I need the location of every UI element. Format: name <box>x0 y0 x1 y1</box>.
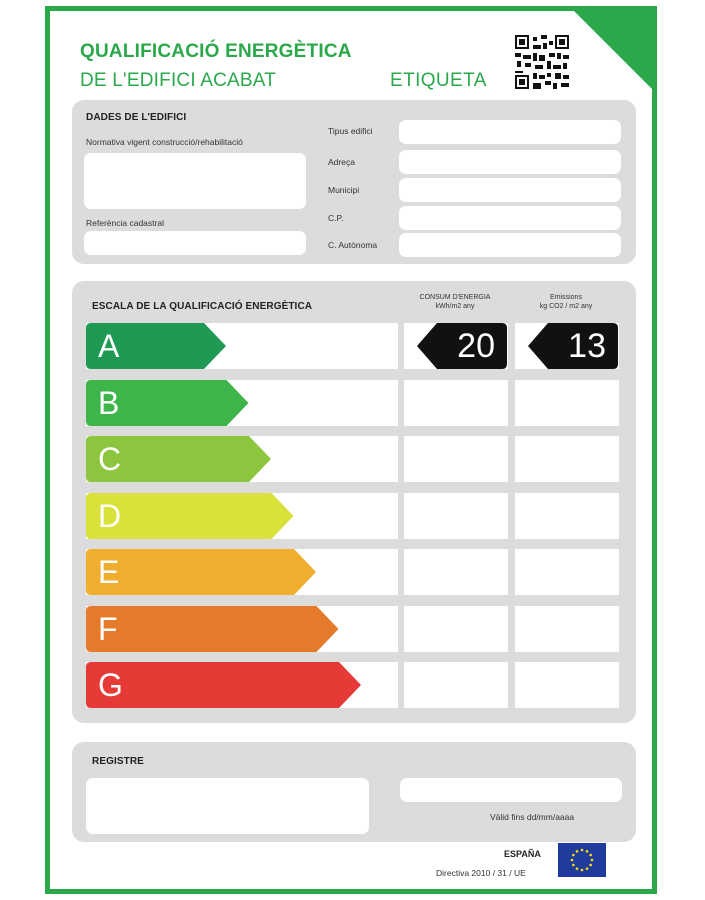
postal-code-label: C.P. <box>328 213 344 223</box>
label-title: ETIQUETA <box>390 70 487 91</box>
consumption-cell <box>404 549 508 595</box>
consumption-badge-value: 20 <box>457 327 495 365</box>
valid-until-label: Vàlid fins dd/mm/aaaa <box>490 812 575 822</box>
scale-title: ESCALA DE LA QUALIFICACIÓ ENERGÈTICA <box>92 301 313 312</box>
register-panel <box>72 742 636 842</box>
eu-star <box>572 854 575 857</box>
directive-label: Directiva 2010 / 31 / UE <box>436 868 526 878</box>
validity-field[interactable] <box>400 778 622 802</box>
municipality-label: Municipi <box>328 185 360 195</box>
grade-letter: C <box>98 441 122 477</box>
eu-flag-icon <box>558 843 606 877</box>
grade-arrow-b <box>86 380 249 426</box>
grade-arrow-g <box>86 662 361 708</box>
consumption-cell <box>404 662 508 708</box>
rating-scale-panel <box>72 281 636 723</box>
grade-arrow-d <box>86 493 294 539</box>
grade-letter: D <box>98 497 122 534</box>
region-label: C. Autònoma <box>328 240 378 250</box>
emissions-cell <box>515 662 619 708</box>
emissions-badge <box>528 323 618 369</box>
title-line-1: QUALIFICACIÓ ENERGÈTICA <box>80 41 352 62</box>
emissions-header: Emissions kg CO2 / m2 any <box>539 294 593 310</box>
building-type-label: Tipus edifici <box>328 126 373 136</box>
qr-code-icon <box>515 35 569 89</box>
regulation-field[interactable] <box>84 153 306 209</box>
register-field[interactable] <box>86 778 369 834</box>
grade-arrow-c <box>86 436 271 482</box>
consumption-badge <box>417 323 507 369</box>
region-field[interactable] <box>399 233 621 257</box>
eu-star <box>581 869 584 872</box>
grade-letter: A <box>98 328 120 364</box>
eu-star <box>586 850 589 853</box>
building-type-field[interactable] <box>399 120 621 144</box>
eu-star <box>589 854 592 857</box>
emissions-badge-value: 13 <box>568 327 606 365</box>
building-data-panel <box>72 100 636 264</box>
postal-code-field[interactable] <box>399 206 621 230</box>
consumption-header: CONSUM D'ENERGIA kWh/m2 any <box>419 294 491 310</box>
energy-label-card <box>45 6 657 894</box>
grade-letter: E <box>98 554 120 590</box>
grade-arrow-e <box>86 549 316 595</box>
emissions-cell <box>515 436 619 482</box>
municipality-field[interactable] <box>399 178 621 202</box>
eu-star <box>576 850 579 853</box>
eu-star <box>589 864 592 867</box>
building-data-title: DADES DE L'EDIFICI <box>86 112 187 123</box>
cadastral-label: Referència cadastral <box>86 218 164 228</box>
consumption-cell <box>404 493 508 539</box>
grade-arrow-a <box>86 323 226 369</box>
title-line-2: DE L'EDIFICI ACABAT <box>80 70 277 91</box>
emissions-cell <box>515 549 619 595</box>
eu-star <box>572 864 575 867</box>
regulation-label: Normativa vigent construcció/rehabilitació <box>86 137 243 147</box>
emissions-cell <box>515 380 619 426</box>
emissions-cell <box>515 493 619 539</box>
emissions-cell <box>515 606 619 652</box>
address-label: Adreça <box>328 157 355 167</box>
consumption-cell <box>404 606 508 652</box>
corner-triangle <box>569 6 657 94</box>
eu-star <box>581 849 584 852</box>
grade-letter: G <box>98 667 123 703</box>
grade-letter: F <box>98 610 118 647</box>
eu-star <box>586 867 589 870</box>
cadastral-field[interactable] <box>84 231 306 255</box>
eu-star <box>576 867 579 870</box>
consumption-cell <box>404 380 508 426</box>
consumption-cell <box>404 436 508 482</box>
register-title: REGISTRE <box>92 756 144 767</box>
grade-letter: B <box>98 384 120 421</box>
eu-star <box>571 859 574 862</box>
country-label: ESPAÑA <box>504 849 541 859</box>
grade-arrow-f <box>86 606 339 652</box>
address-field[interactable] <box>399 150 621 174</box>
eu-star <box>591 859 594 862</box>
